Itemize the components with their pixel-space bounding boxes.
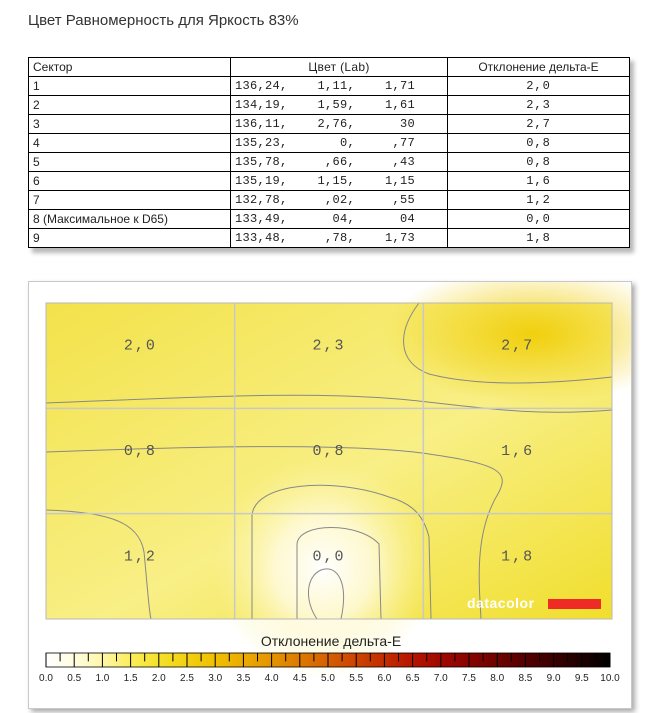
cell-sector: 3	[29, 115, 231, 134]
cell-delta-e: 0,8	[448, 153, 630, 172]
table-row	[29, 96, 630, 115]
colorbar-tick-label: 9.5	[574, 673, 589, 684]
cell-lab: 136,24, 1,11, 1,71	[231, 77, 448, 96]
table-row	[29, 77, 630, 96]
table-row	[29, 153, 630, 172]
colorbar-tick-label: 7.0	[433, 673, 448, 684]
page-title: Цвет Равномерность для Яркость 83%	[28, 12, 299, 29]
cell-lab: 135,23, 0, ,77	[231, 134, 448, 153]
cell-delta-e: 0,0	[448, 210, 630, 229]
colorbar-tick-label: 6.0	[377, 673, 392, 684]
cell-label: 0,8	[123, 443, 157, 460]
cell-delta-e: 2,7	[448, 115, 630, 134]
cell-label: 2,7	[501, 337, 535, 355]
colorbar-tick-label: 3.0	[208, 673, 223, 684]
cell-lab: 133,48, ,78, 1,73	[231, 229, 448, 248]
cell-sector: 1	[29, 77, 231, 96]
cell-sector: 5	[29, 153, 231, 172]
colorbar-tick-label: 0.5	[67, 673, 82, 684]
cell-label: 1,6	[501, 443, 535, 460]
logo-text: datacolor	[467, 595, 535, 611]
colorbar-tick-label: 8.5	[518, 673, 533, 684]
cell-label: 0,0	[312, 548, 346, 566]
colorbar-caption: Отклонение дельта-E	[260, 633, 402, 649]
colorbar-tick-label: 5.5	[349, 673, 364, 684]
colorbar-tick-label: 7.5	[462, 673, 476, 684]
colorbar-tick-label: 2.0	[151, 673, 166, 684]
cell-sector: 7	[29, 191, 231, 210]
cell-sector: 8 (Максимальное к D65)	[29, 210, 231, 229]
cell-lab: 135,19, 1,15, 1,15	[231, 172, 448, 191]
table-row	[29, 172, 630, 191]
table-header-row	[29, 58, 630, 77]
cell-label: 1,2	[123, 548, 157, 566]
cell-delta-e: 0,8	[448, 134, 630, 153]
header-delta-e: Отклонение дельта-E	[448, 58, 630, 77]
cell-sector: 4	[29, 134, 231, 153]
header-color: Цвет (Lab)	[231, 58, 448, 77]
cell-delta-e: 1,2	[448, 191, 630, 210]
cell-label: 2,3	[312, 337, 346, 355]
cell-sector: 9	[29, 229, 231, 248]
cell-lab: 133,49, 04, 04	[231, 210, 448, 229]
colorbar	[0, 650, 662, 700]
table-row	[29, 229, 630, 248]
cell-label: 0,8	[312, 443, 346, 460]
colorbar-tick-label: 4.0	[264, 673, 279, 684]
header-sector: Сектор	[29, 58, 231, 77]
table-row	[29, 134, 630, 153]
colorbar-tick-label: 10.0	[600, 673, 620, 684]
colorbar-tick-label: 0.0	[39, 673, 53, 684]
table-body	[29, 77, 630, 248]
cell-delta-e: 1,8	[448, 229, 630, 248]
cell-delta-e: 2,3	[448, 96, 630, 115]
cell-sector: 2	[29, 96, 231, 115]
colorbar-tick-label: 9.0	[546, 673, 561, 684]
cell-lab: 132,78, ,02, ,55	[231, 191, 448, 210]
colorbar-tick-label: 8.0	[490, 673, 505, 684]
cell-lab: 136,11, 2,76, 30	[231, 115, 448, 134]
cell-sector: 6	[29, 172, 231, 191]
colorbar-tick-label: 5.0	[321, 673, 335, 684]
colorbar-tick-label: 4.5	[292, 673, 307, 684]
cell-label: 2,0	[123, 337, 157, 355]
table-row	[29, 115, 630, 134]
uniformity-table	[28, 57, 630, 248]
colorbar-tick-label: 2.5	[180, 673, 194, 684]
cell-lab: 135,78, ,66, ,43	[231, 153, 448, 172]
cell-delta-e: 1,6	[448, 172, 630, 191]
colorbar-tick-label: 1.5	[123, 673, 138, 684]
uniformity-table-wrap	[28, 57, 630, 249]
colorbar-tick-label: 3.5	[236, 673, 251, 684]
cell-label: 1,8	[501, 548, 535, 566]
cell-lab: 134,19, 1,59, 1,61	[231, 96, 448, 115]
cell-delta-e: 2,0	[448, 77, 630, 96]
table-row	[29, 210, 630, 229]
colorbar-tick-label: 6.5	[405, 673, 420, 684]
colorbar-tick-label: 1.0	[95, 673, 110, 684]
table-row	[29, 191, 630, 210]
logo-bar	[548, 599, 601, 609]
